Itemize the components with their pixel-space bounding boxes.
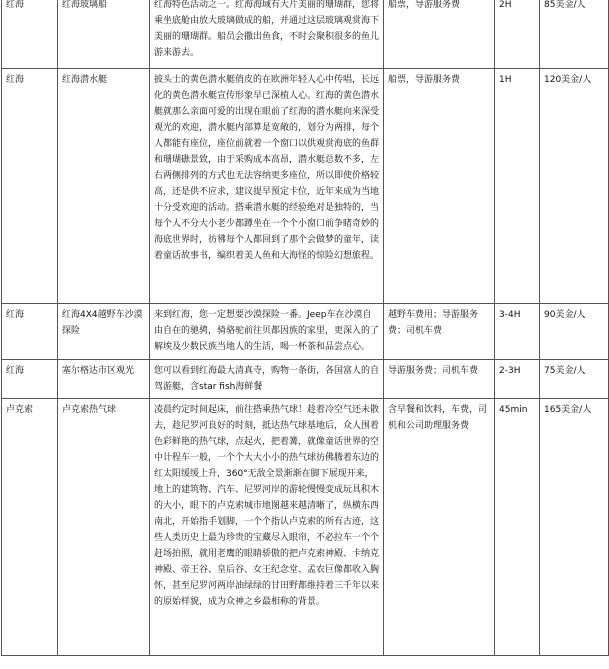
location-cell: 卢克索: [2, 399, 58, 656]
cost-includes-cell: 越野车费用；导游服务费；司机车费: [384, 304, 495, 360]
price-cell: 75美金/人: [540, 360, 609, 399]
description-cell: 您可以看到红海最大清真寺，购物一条街，各国富人的自驾游艇，含star fish海鲜餐: [150, 360, 384, 399]
location-cell: 红海: [2, 69, 58, 304]
activity-name-cell: 红海潜水艇: [58, 69, 150, 304]
duration-cell: 2H: [495, 0, 540, 69]
price-cell: 85美金/人: [540, 0, 609, 69]
duration-cell: 1H: [495, 69, 540, 304]
description-cell: 红海特色活动之一。红海海域有大片美丽的珊瑚群，您将乘坐底舱由放大玻璃做成的船，并通过这层玻璃观赏海下美丽的珊瑚群。船员会撒出鱼食，不时会聚积很多的鱼儿游来游去。: [150, 0, 384, 69]
description-cell: 凌晨约定时间起床，前往搭乘热气球！趁着冷空气还未散去，趁尼罗河良好的时刻，抵达热气球基地后，众人围着色彩鲜艳的热气球，点起火，把着篝，就像童话世界的空中计程车一般，一个个大大小小的热气球彷佛腾着东边的红太阳缓缓上升，360°无敌全景渐渐在脚下展现开来，地上的建筑物、汽车、尼罗河岸的游轮慢慢变成玩具积木的大小，眼下的卢克索城市地图越来越清晰了，纵横东西南北，开始指手划脚，一个个指认卢克索的所有古迹，这些人类历史上最为珍贵的宝藏尽入眼帘，不必拉车一个个赶场拍照，就用老鹰的眼睛骄傲的把卢克索神殿、卡纳克神殿、帝王谷、皇后谷、女王纪念堂、孟农巨像都收入胸怀，甚至尼罗河两岸油绿绿的甘田野都维持着三千年以来的原始样貌，成为众神之乡最相称的背景。: [150, 399, 384, 656]
price-cell: 120美金/人: [540, 69, 609, 304]
location-cell: 红海: [2, 304, 58, 360]
excursion-table: [1, 0, 609, 656]
activity-name-cell: 红海4X4越野车沙漠探险: [58, 304, 150, 360]
activity-name-cell: 塞尔格达市区观光: [58, 360, 150, 399]
duration-cell: 2-3H: [495, 360, 540, 399]
price-cell: 165美金/人: [540, 399, 609, 656]
table-row: [2, 69, 609, 304]
table-row: [2, 304, 609, 360]
description-cell: 披头士的黄色潜水艇俏皮的在欧洲年轻人心中传唱，长远化的黄色潜水艇宣传形象早已深植人心。红海的黄色潜水艇就那么亲面可爱的出现在眼前了红海的潜水艇向来深受观光的欢迎，潜水艇内部算是宽敞的，划分为两排，每个人都能有座位，座位前就着一个窗口以供观赏海底的鱼群和珊瑚礁景致，由于采购成本高昂，潜水艇总数不多，左右两侧排列的方式也无法容纳更多座位，所以即使价格较高，还是供不应求，建议提早预定卡位，近年来成为当地十分受欢迎的活动。搭乘潜水艇的经验绝对是独特的，当每个人不分大小老少都蹲坐在一个个小窗口前争睹奇妙的海底世界时，彷彿每个人都回到了那个会做梦的童年，读着童话故事书，编织着美人鱼和大海怪的惊险幻想旅程。: [150, 69, 384, 304]
cost-includes-cell: 导游服务费；司机车费: [384, 360, 495, 399]
location-cell: 红海: [2, 0, 58, 69]
cost-includes-cell: 船票，导游服务费: [384, 69, 495, 304]
duration-cell: 3-4H: [495, 304, 540, 360]
table-row: [2, 0, 609, 69]
cost-includes-cell: 含早餐和饮料，车费，司机和公司助理服务费: [384, 399, 495, 656]
activity-name-cell: 卢克索热气球: [58, 399, 150, 656]
description-cell: 来到红海，您一定想要沙漠探险一番。Jeep车在沙漠自由自在的驰骋，骑骆驼前往贝都因族的家里，更深入的了解埃及少数民族当地人的生活，喝一杯茶和品尝点心。: [150, 304, 384, 360]
activity-name-cell: 红海玻璃船: [58, 0, 150, 69]
duration-cell: 45min: [495, 399, 540, 656]
cost-includes-cell: 船票，导游服务费: [384, 0, 495, 69]
price-cell: 90美金/人: [540, 304, 609, 360]
table-row: [2, 399, 609, 656]
location-cell: 红海: [2, 360, 58, 399]
table-row: [2, 360, 609, 399]
